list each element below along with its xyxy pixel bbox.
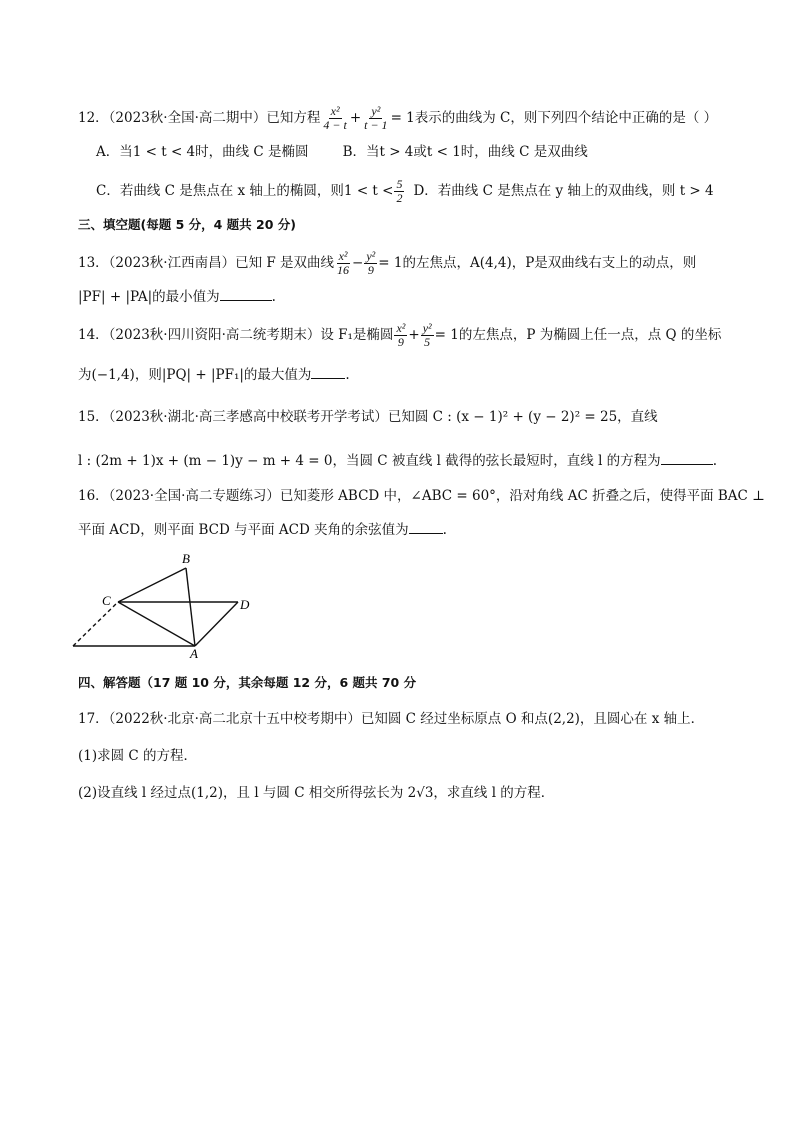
- label-d: D: [240, 597, 250, 612]
- q16-rhombus-figure: [68, 550, 268, 660]
- edge-ba: [186, 568, 195, 646]
- q14-fraction-2: $\frac{\text{y²}}{5}$: [422, 321, 432, 349]
- q13-stem: [78, 250, 696, 277]
- q12-text-a: 12．（2023秋·全国·高二期中）已知方程: [78, 110, 321, 126]
- q14-text-b: = 1的左焦点，P 为椭圆上任一点，点 Q 的坐标: [434, 327, 722, 343]
- q13-fraction-1: $\frac{\text{x²}}{16}$: [337, 249, 350, 277]
- edge-da: [195, 602, 238, 646]
- q15-stem: 15．（2023秋·湖北·高三孝感高中校联考开学考试）已知圆 C : (x − 1)² + (y − 2)² = 25，直线: [78, 409, 658, 425]
- q14-text-a: 14．（2023秋·四川资阳·高二统考期末）设 F₁是椭圆: [78, 327, 394, 343]
- q12-plus: +: [349, 110, 362, 126]
- section4-heading: 四、解答题（17 题 10 分，其余每题 12 分，6 题共 70 分: [78, 675, 417, 690]
- q16-answer-blank[interactable]: [409, 521, 443, 534]
- q12-options-cd: [96, 178, 714, 205]
- q13-fraction-2: $\frac{\text{y²}}{9}$: [366, 249, 376, 277]
- q17-part1: (1)求圆 C 的方程．: [78, 748, 198, 764]
- q12-option-a: A．当1 < t < 4时，曲线 C 是椭圆: [96, 144, 309, 160]
- edge-cb: [118, 568, 186, 602]
- q12-options-ab: [96, 142, 588, 162]
- label-c: C: [102, 593, 111, 608]
- q14-line2: 为(−1,4)，则|PQ| + |PF₁|的最大值为 .: [78, 367, 350, 383]
- q12-option-c-fraction: $\frac{5}{2}$: [396, 177, 403, 205]
- label-a: A: [190, 646, 198, 660]
- q14-answer-blank[interactable]: [311, 366, 345, 379]
- q13-answer-blank[interactable]: [220, 288, 272, 301]
- q16-text-b: 平面 ACD，则平面 BCD 与平面 ACD 夹角的余弦值为: [78, 522, 409, 538]
- q14-plus: +: [408, 327, 420, 343]
- q14-fraction-1: $\frac{\text{x²}}{9}$: [396, 321, 406, 349]
- label-b: B: [182, 551, 190, 566]
- q12-option-d: D．若曲线 C 是焦点在 y 轴上的双曲线，则 t > 4: [413, 183, 714, 199]
- q13-line2: |PF| + |PA|的最小值为 .: [78, 289, 276, 305]
- edge-dashed: [73, 602, 118, 646]
- q17-stem: 17．（2022秋·北京·高二北京十五中校考期中）已知圆 C 经过坐标原点 O 和点(2,2)，且圆心在 x 轴上．: [78, 711, 705, 727]
- q12-fraction-1: $\frac{\text{x²}}{4 - t}$: [323, 104, 347, 132]
- q16-line2: 平面 ACD，则平面 BCD 与平面 ACD 夹角的余弦值为 .: [78, 522, 447, 538]
- q15-answer-blank[interactable]: [661, 452, 713, 465]
- q16-stem: 16．（2023·全国·高二专题练习）已知菱形 ABCD 中，∠ABC = 60°，沿对角线 AC 折叠之后，使得平面 BAC ⊥: [78, 488, 765, 504]
- q14-text-c: 为(−1,4)，则|PQ| + |PF₁|的最大值为: [78, 367, 312, 383]
- q15-line2: l : (2m + 1)x + (m − 1)y − m + 4 = 0，当圆 C 被直线 l 截得的弦长最短时，直线 l 的方程为 .: [78, 453, 717, 469]
- q13-text-b: = 1的左焦点，A(4,4)，P是双曲线右支上的动点，则: [378, 255, 697, 271]
- q12-fraction-2: $\frac{\text{y²}}{t - 1}$: [364, 104, 388, 132]
- edge-ca: [118, 602, 195, 646]
- q12-text-b: = 1表示的曲线为 C，则下列四个结论中正确的是（ ）: [390, 110, 718, 126]
- q13-minus: −: [352, 255, 364, 271]
- q12-option-b: B．当t > 4或t < 1时，曲线 C 是双曲线: [342, 144, 588, 160]
- q13-text-a: 13．（2023秋·江西南昌）已知 F 是双曲线: [78, 255, 335, 271]
- q17-part2: (2)设直线 l 经过点(1,2)，且 l 与圆 C 相交所得弦长为 2√3，求直线 l 的方程．: [78, 785, 555, 801]
- q14-stem: [78, 322, 721, 349]
- section3-heading: 三、填空题(每题 5 分，4 题共 20 分): [78, 217, 296, 232]
- q12-stem: [78, 105, 717, 132]
- q12-option-c: C．若曲线 C 是焦点在 x 轴上的椭圆，则1 < t <: [96, 183, 394, 199]
- q15-text-b: l : (2m + 1)x + (m − 1)y − m + 4 = 0，当圆 C 被直线 l 截得的弦长最短时，直线 l 的方程为: [78, 453, 661, 469]
- q13-text-c: |PF| + |PA|的最小值为: [78, 289, 220, 305]
